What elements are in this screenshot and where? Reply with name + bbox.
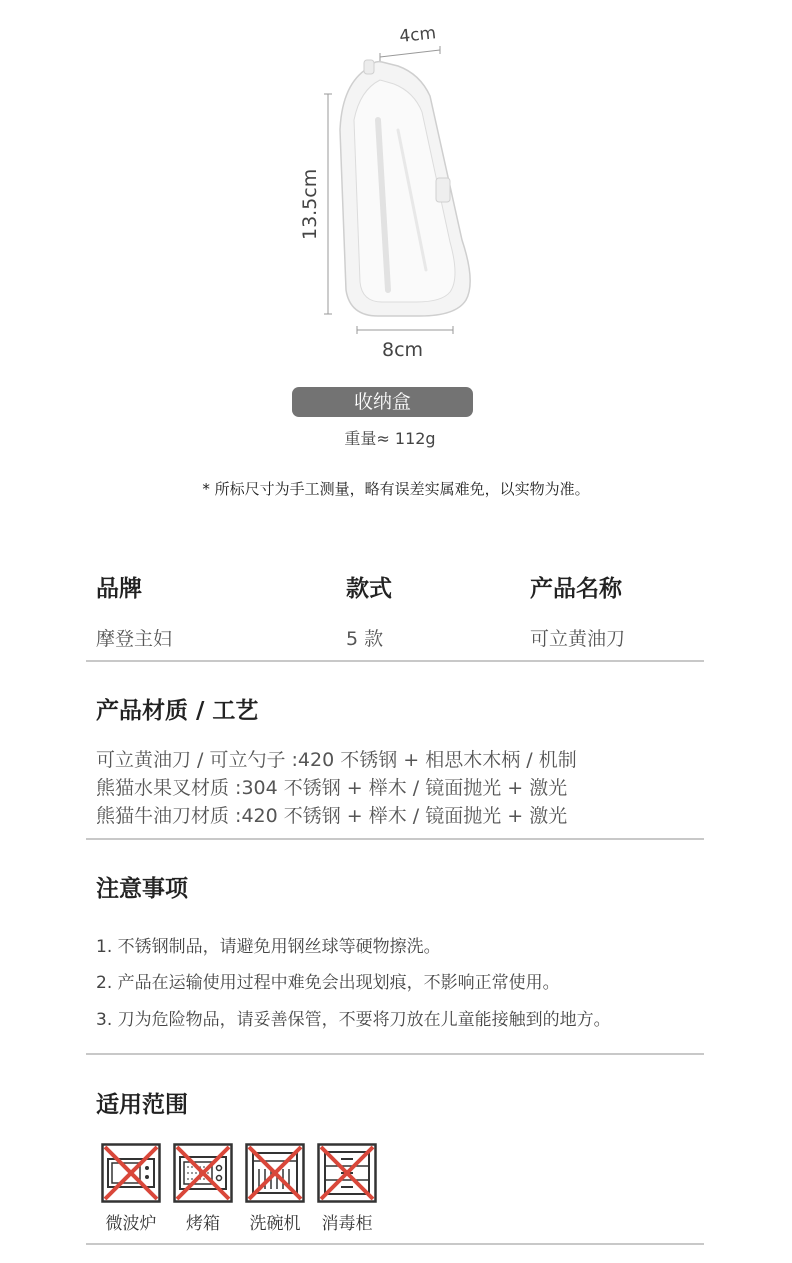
notes-title: 注意事项 (96, 876, 188, 902)
material-line: 熊猫水果叉材质 :304 不锈钢 + 榉木 / 镜面抛光 + 激光 (96, 777, 568, 799)
note-item: 3. 刀为危险物品，请妥善保管，不要将刀放在儿童能接触到的地方。 (96, 1010, 611, 1030)
material-line: 可立黄油刀 / 可立勺子 :420 不锈钢 + 相思木木柄 / 机制 (96, 749, 577, 771)
materials-title: 产品材质 / 工艺 (96, 698, 259, 724)
product-name-value: 可立黄油刀 (530, 628, 626, 650)
material-line: 熊猫牛油刀材质 :420 不锈钢 + 榉木 / 镜面抛光 + 激光 (96, 805, 568, 827)
height-label: 13.5cm (299, 168, 321, 240)
usage-label: 洗碗机 (249, 1214, 301, 1234)
width-label: 4cm (398, 23, 438, 47)
usage-label: 微波炉 (105, 1214, 157, 1234)
divider (86, 838, 704, 840)
storage-box-illustration (290, 20, 490, 370)
dishwasher-icon (245, 1143, 305, 1203)
note-item: 2. 产品在运输使用过程中难免会出现划痕，不影响正常使用。 (96, 973, 560, 993)
depth-label: 8cm (382, 339, 424, 361)
usage-label: 烤箱 (186, 1214, 220, 1234)
weight-label: 重量≈ 112g (344, 429, 436, 448)
style-header: 款式 (346, 576, 392, 602)
divider (86, 660, 704, 662)
usage-item-sterilizer (310, 1143, 384, 1234)
measurement-disclaimer: * 所标尺寸为手工测量，略有误差实属难免，以实物为准。 (202, 480, 590, 498)
usage-item-microwave (94, 1143, 168, 1234)
style-value: 5 款 (346, 628, 384, 650)
divider (86, 1243, 704, 1245)
divider (86, 1053, 704, 1055)
brand-value: 摩登主妇 (96, 628, 173, 650)
note-item: 1. 不锈钢制品，请避免用钢丝球等硬物擦洗。 (96, 937, 441, 957)
product-name-header: 产品名称 (530, 576, 622, 602)
usage-icons (94, 1143, 394, 1243)
brand-header: 品牌 (96, 576, 142, 602)
usage-label: 消毒柜 (321, 1214, 373, 1234)
microwave-icon (101, 1143, 161, 1203)
usage-item-dishwasher (238, 1143, 312, 1234)
usage-item-oven (166, 1143, 240, 1234)
usage-title: 适用范围 (96, 1092, 188, 1118)
product-badge: 收纳盒 (292, 387, 473, 417)
sterilizer-cabinet-icon (317, 1143, 377, 1203)
oven-icon (173, 1143, 233, 1203)
